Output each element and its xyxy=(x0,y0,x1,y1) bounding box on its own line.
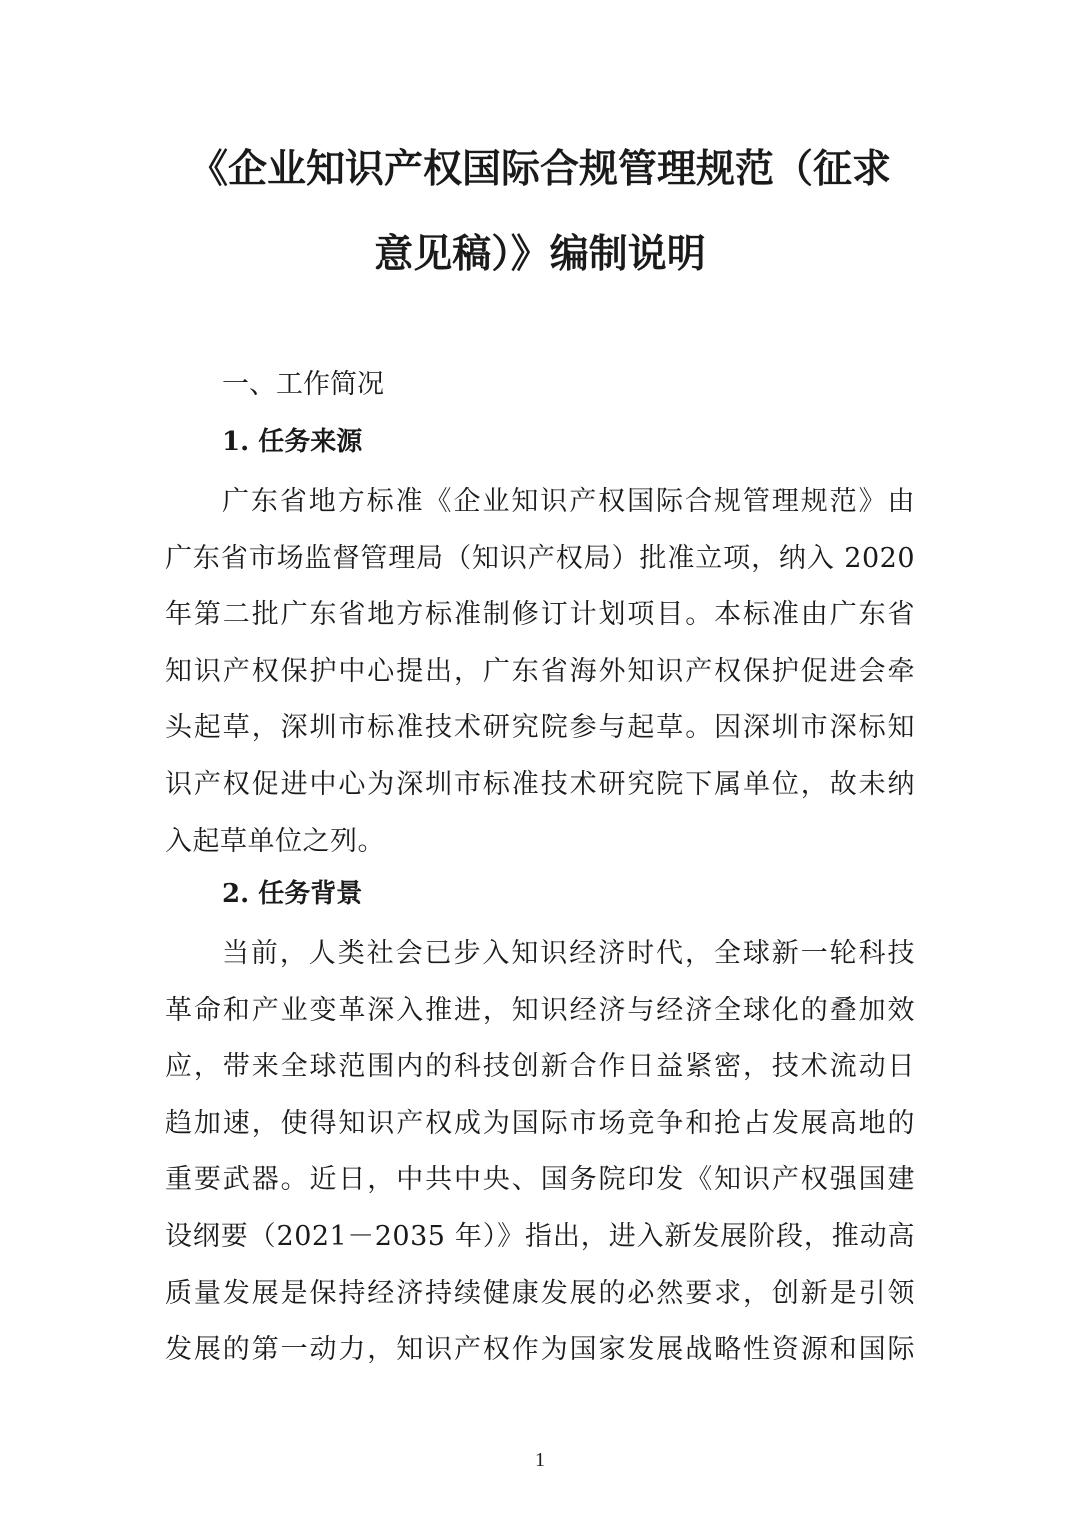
page-number: 1 xyxy=(535,1449,545,1471)
paragraph-line: 识产权促进中心为深圳市标准技术研究院下属单位，故未纳 xyxy=(165,768,915,800)
paragraph-line: 发展的第一动力，知识产权作为国家发展战略性资源和国际 xyxy=(165,1334,915,1366)
paragraph-line: 革命和产业变革深入推进，知识经济与经济全球化的叠加效 xyxy=(165,994,915,1026)
paragraph-line: 广东省市场监督管理局（知识产权局）批准立项，纳入 2020 xyxy=(165,542,915,574)
subsection-heading-task-source: 1. 任务来源 xyxy=(222,427,363,457)
document-title-line-1: 《企业知识产权国际合规管理规范（征求 xyxy=(188,147,891,192)
paragraph-line: 入起草单位之列。 xyxy=(165,825,385,857)
section-heading-work-overview: 一、工作简况 xyxy=(222,369,384,400)
paragraph-line: 重要武器。近日，中共中央、国务院印发《知识产权强国建 xyxy=(165,1164,915,1196)
paragraph-line: 当前，人类社会已步入知识经济时代，全球新一轮科技 xyxy=(222,938,915,969)
paragraph-line: 知识产权保护中心提出，广东省海外知识产权保护促进会牵 xyxy=(165,655,915,687)
paragraph-line: 头起草，深圳市标准技术研究院参与起草。因深圳市深标知 xyxy=(165,712,915,744)
paragraph-line: 质量发展是保持经济持续健康发展的必然要求，创新是引领 xyxy=(165,1277,915,1309)
paragraph-line: 设纲要（2021－2035 年）》指出，进入新发展阶段，推动高 xyxy=(165,1220,915,1252)
paragraph-task-background xyxy=(165,934,915,1387)
paragraph-line: 年第二批广东省地方标准制修订计划项目。本标准由广东省 xyxy=(165,599,915,631)
paragraph-task-source xyxy=(165,482,915,878)
document-title-line-2: 意见稿）》编制说明 xyxy=(374,232,706,277)
paragraph-line: 广东省地方标准《企业知识产权国际合规管理规范》由 xyxy=(222,486,915,517)
subsection-heading-task-background: 2. 任务背景 xyxy=(222,879,363,909)
paragraph-line: 趋加速，使得知识产权成为国际市场竞争和抢占发展高地的 xyxy=(165,1107,915,1139)
paragraph-line: 应，带来全球范围内的科技创新合作日益紧密，技术流动日 xyxy=(165,1051,915,1083)
